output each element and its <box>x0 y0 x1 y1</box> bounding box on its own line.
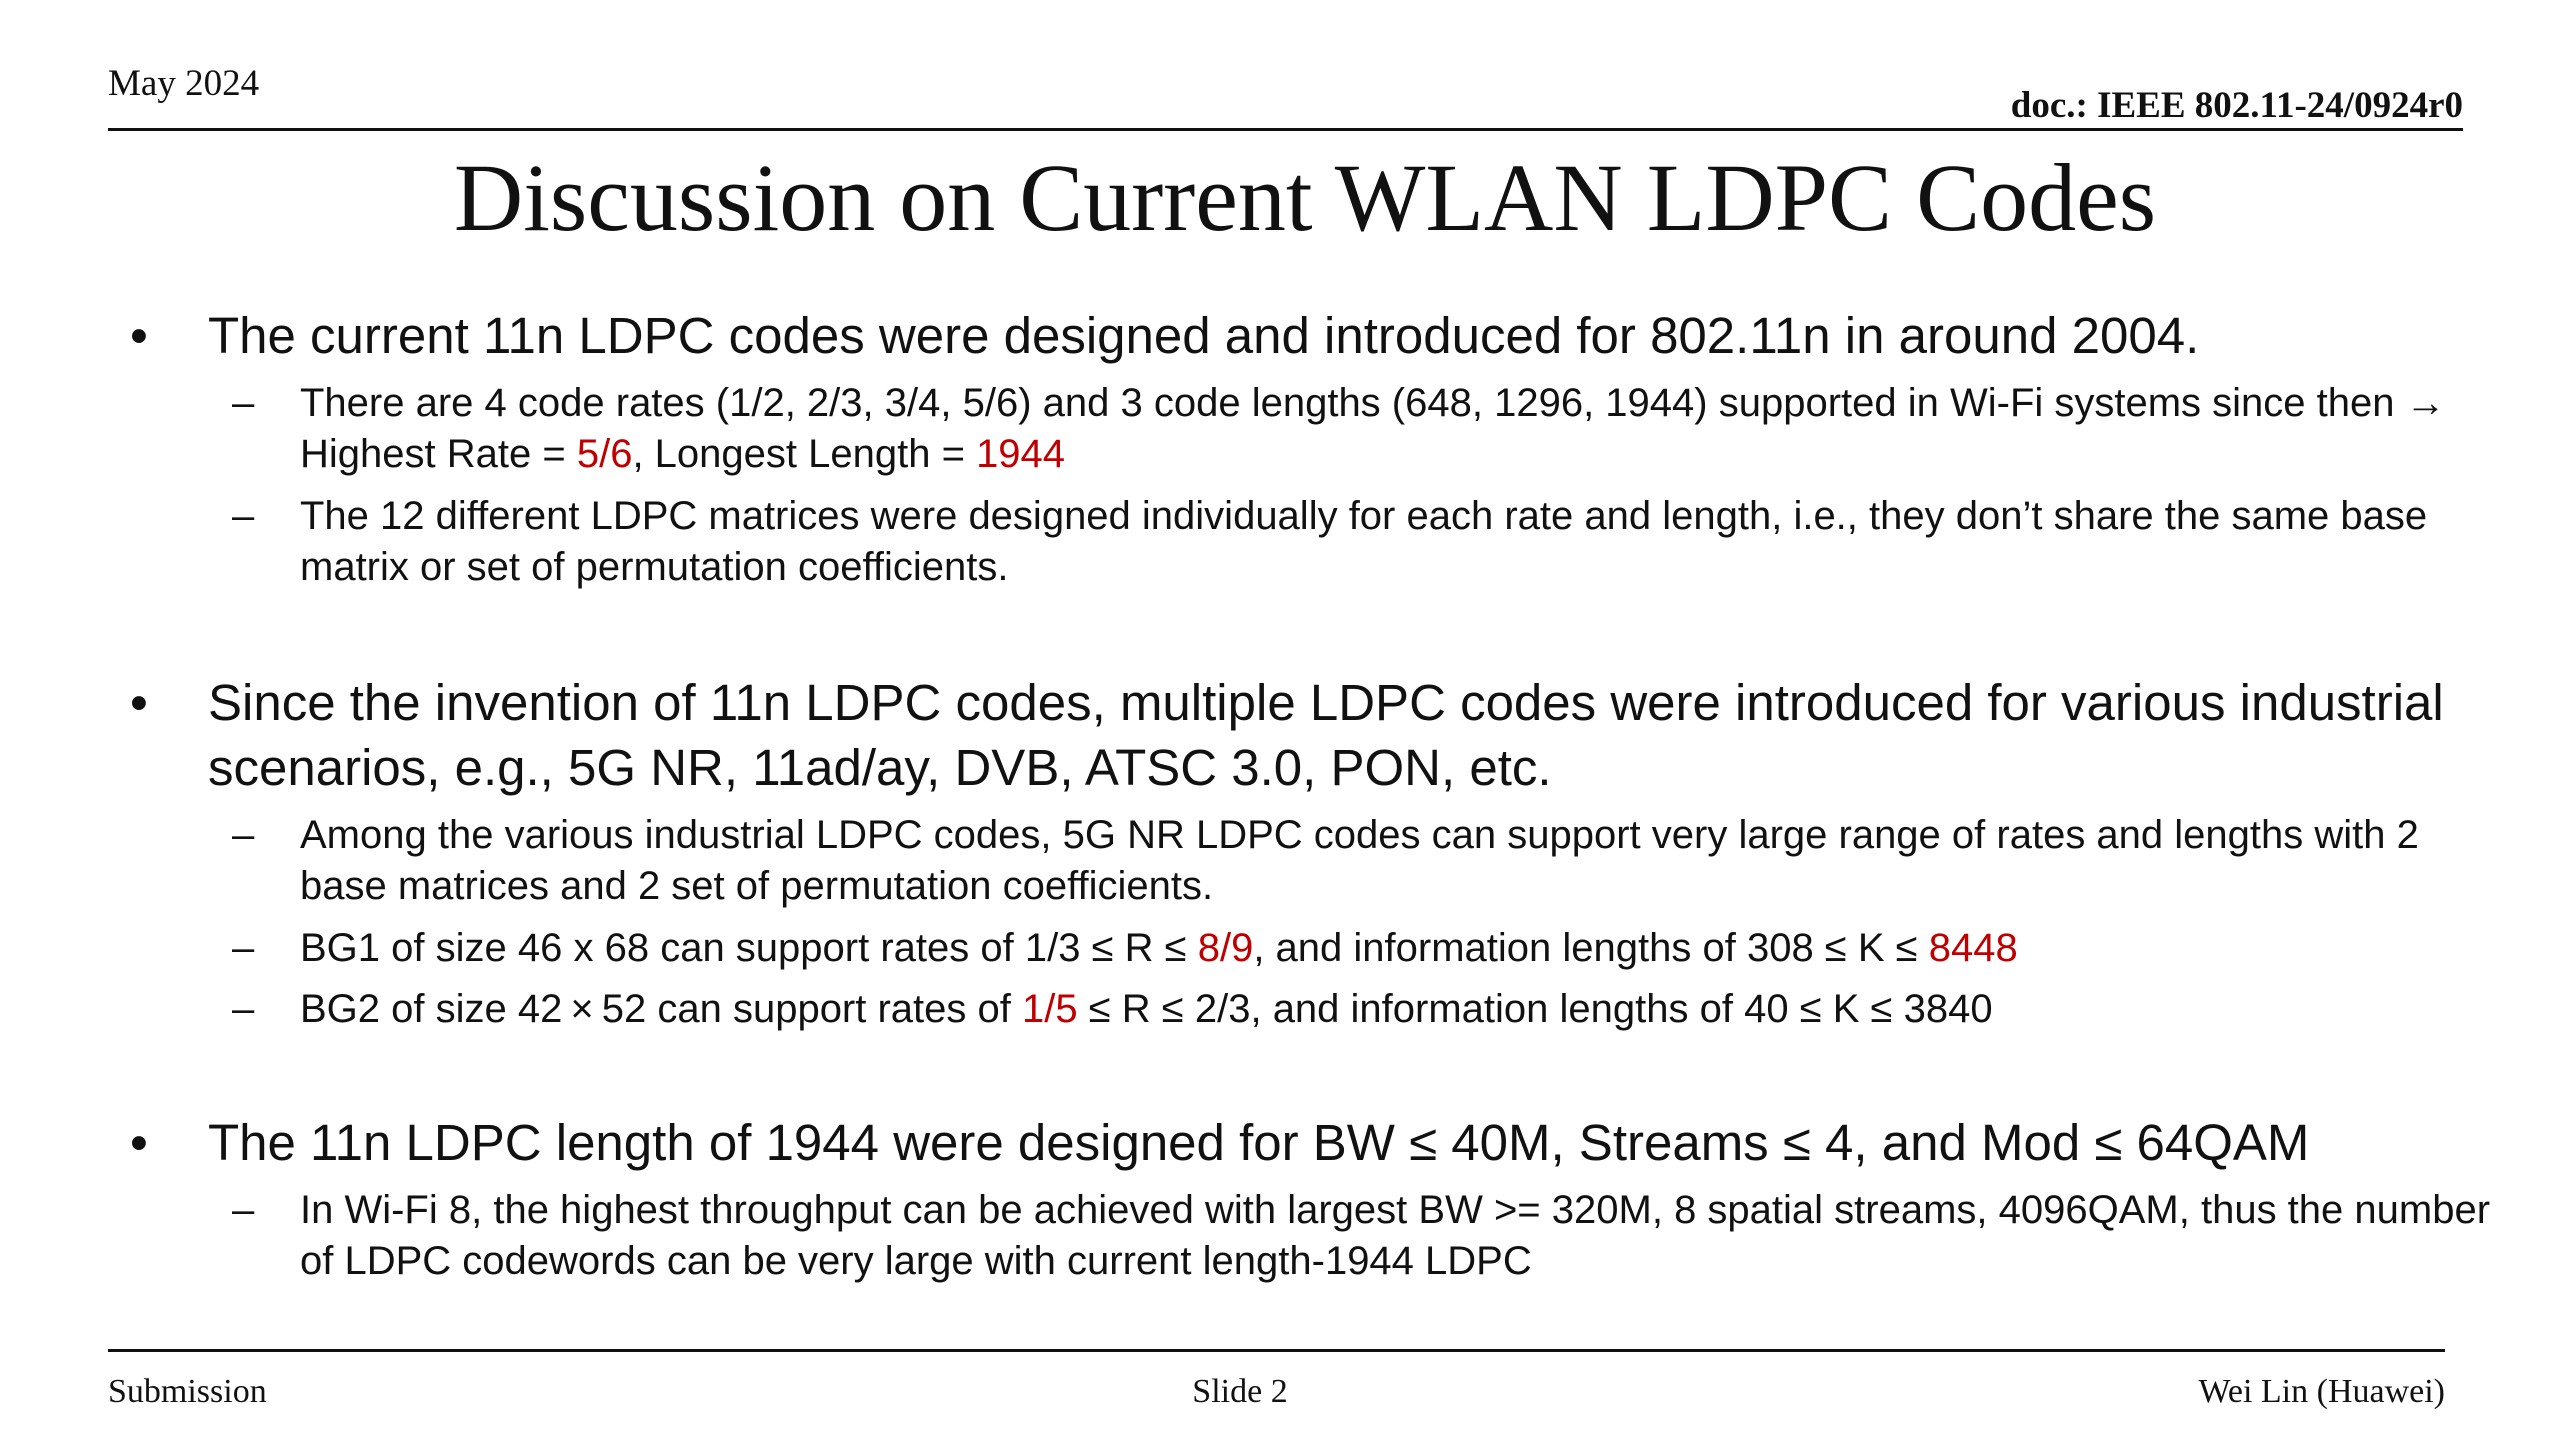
highlight-rate: 8/9 <box>1197 926 1254 970</box>
bullet-marker: • <box>130 307 148 364</box>
dash-marker: – <box>232 813 255 857</box>
header-doc-number: doc.: IEEE 802.11-24/0924r0 <box>2010 85 2463 126</box>
footer-submission: Submission <box>108 1373 267 1410</box>
sub-text: , Longest Length = <box>632 432 977 476</box>
header-date: May 2024 <box>108 63 260 104</box>
dash-marker: – <box>232 926 255 970</box>
header-rule <box>108 128 2463 131</box>
sub-text: BG1 of size 46 x 68 can support rates of 1/3 ≤ R ≤ <box>300 926 1198 970</box>
highlight-length: 8448 <box>1928 926 2018 970</box>
bullet-2-sub-3 <box>232 984 2515 1035</box>
bullet-1 <box>130 303 2508 368</box>
bullet-2 <box>130 670 2508 800</box>
dash-marker: – <box>232 381 255 425</box>
footer-slide-number: Slide 2 <box>1192 1373 1288 1410</box>
slide-title: Discussion on Current WLAN LDPC Codes <box>453 144 2157 251</box>
bullet-marker: • <box>130 1114 148 1171</box>
bullet-2-sub-2 <box>232 923 2515 974</box>
highlight-rate: 1/5 <box>1022 987 1078 1031</box>
bullet-3-text: The 11n LDPC length of 1944 were designed for BW ≤ 40M, Streams ≤ 4, and Mod ≤ 64QAM <box>208 1114 2310 1171</box>
bullet-1-sub-1 <box>232 378 2515 480</box>
sub-text: Among the various industrial LDPC codes, 5G NR LDPC codes can support very large range of rates and lengths with 2 base matrices and 2 set of permutation coefficients. <box>300 813 2419 908</box>
bullet-2-text: Since the invention of 11n LDPC codes, multiple LDPC codes were introduced for various industrial scenarios, e.g., 5G NR, 11ad/ay, DVB, ATSC 3.0, PON, etc. <box>208 674 2444 796</box>
sub-text: The 12 different LDPC matrices were designed individually for each rate and length, i.e., they don’t share the same base matrix or set of permutation coefficients. <box>300 494 2428 589</box>
dash-marker: – <box>232 494 255 538</box>
bullet-1-text: The current 11n LDPC codes were designed and introduced for 802.11n in around 2004. <box>208 307 2200 364</box>
footer-author: Wei Lin (Huawei) <box>2198 1373 2445 1410</box>
bullet-2-sub-1 <box>232 810 2515 912</box>
bullet-3 <box>130 1110 2508 1175</box>
bullet-1-sub-2 <box>232 491 2515 593</box>
bullet-3-sub-1 <box>232 1185 2515 1287</box>
highlight-length: 1944 <box>976 432 1066 476</box>
sub-text: BG2 of size 42 × 52 can support rates of <box>300 987 1022 1031</box>
dash-marker: – <box>232 1188 255 1232</box>
dash-marker: – <box>232 987 255 1031</box>
bullet-marker: • <box>130 674 148 731</box>
sub-text: In Wi-Fi 8, the highest throughput can be achieved with largest BW >= 320M, 8 spatial streams, 4096QAM, thus the number of LDPC codewords can be very large with current length-1944 LDPC <box>300 1188 2491 1283</box>
sub-text: ≤ R ≤ 2/3, and information lengths of 40 ≤ K ≤ 3840 <box>1077 987 1993 1031</box>
sub-text: , and information lengths of 308 ≤ K ≤ <box>1253 926 1929 970</box>
highlight-rate: 5/6 <box>576 432 633 476</box>
footer-rule <box>108 1349 2445 1352</box>
sub-text: There are 4 code rates (1/2, 2/3, 3/4, 5/6) and 3 code lengths (648, 1296, 1944) supported in Wi-Fi systems since then → Highest Rate = <box>300 381 2446 476</box>
